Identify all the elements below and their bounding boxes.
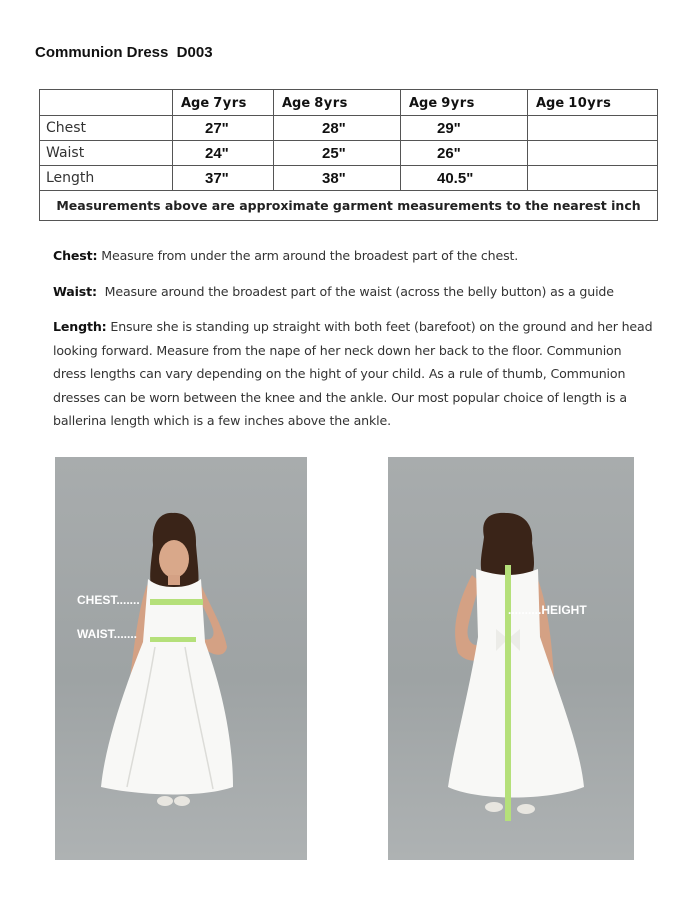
table-cell — [528, 116, 658, 141]
measurement-note: Measurements above are approximate garment measurements to the nearest inch — [40, 191, 658, 221]
chest-description — [53, 244, 653, 268]
waist-text: Measure around the broadest part of the waist (across the belly button) as a guide — [96, 284, 614, 299]
page-title: Communion Dress D003 — [35, 44, 213, 61]
waist-measure-label: WAIST....... — [77, 627, 138, 641]
table-cell: 38" — [274, 166, 401, 191]
table-cell: 37" — [173, 166, 274, 191]
waist-description — [53, 280, 653, 304]
table-cell: 26" — [401, 141, 528, 166]
table-header-row — [40, 90, 658, 116]
chest-band — [150, 599, 203, 605]
table-header-cell: Age 8yrs — [274, 90, 401, 116]
table-cell: 24" — [173, 141, 274, 166]
table-note-row — [40, 191, 658, 221]
length-description — [53, 315, 653, 433]
waist-label: Waist: — [53, 284, 97, 299]
front-view-photo — [55, 457, 307, 860]
table-row — [40, 166, 658, 191]
chest-label: Chest: — [53, 248, 98, 263]
table-row — [40, 141, 658, 166]
waist-band — [150, 637, 196, 642]
table-header-cell: Age 10yrs — [528, 90, 658, 116]
back-view-illustration — [388, 457, 634, 860]
table-cell: 29" — [401, 116, 528, 141]
size-chart-table — [39, 89, 658, 221]
table-cell: 28" — [274, 116, 401, 141]
table-cell: 40.5" — [401, 166, 528, 191]
length-text: Ensure she is standing up straight with both feet (barefoot) on the ground and her head looking forward. Measure from the nape of her neck down her back to the floor. Communion dress lengths can vary depending on the hight of your child. As a rule of thumb, Communion dresses can be worn between the knee and the ankle. Our most popular choice of length is a ballerina length which is a few inches above the ankle. — [53, 319, 653, 428]
table-cell — [528, 166, 658, 191]
height-measure-label: ..........HEIGHT — [508, 603, 587, 617]
row-label: Chest — [40, 116, 173, 141]
back-view-photo — [388, 457, 634, 860]
row-label: Length — [40, 166, 173, 191]
table-cell — [528, 141, 658, 166]
table-header-cell: Age 9yrs — [401, 90, 528, 116]
chest-text: Measure from under the arm around the broadest part of the chest. — [97, 248, 519, 263]
table-header-cell: Age 7yrs — [173, 90, 274, 116]
front-view-illustration — [55, 457, 307, 860]
row-label: Waist — [40, 141, 173, 166]
table-cell: 25" — [274, 141, 401, 166]
chest-measure-label: CHEST....... — [77, 593, 140, 607]
table-cell: 27" — [173, 116, 274, 141]
table-row — [40, 116, 658, 141]
length-label: Length: — [53, 319, 107, 334]
table-header-blank — [40, 90, 173, 116]
